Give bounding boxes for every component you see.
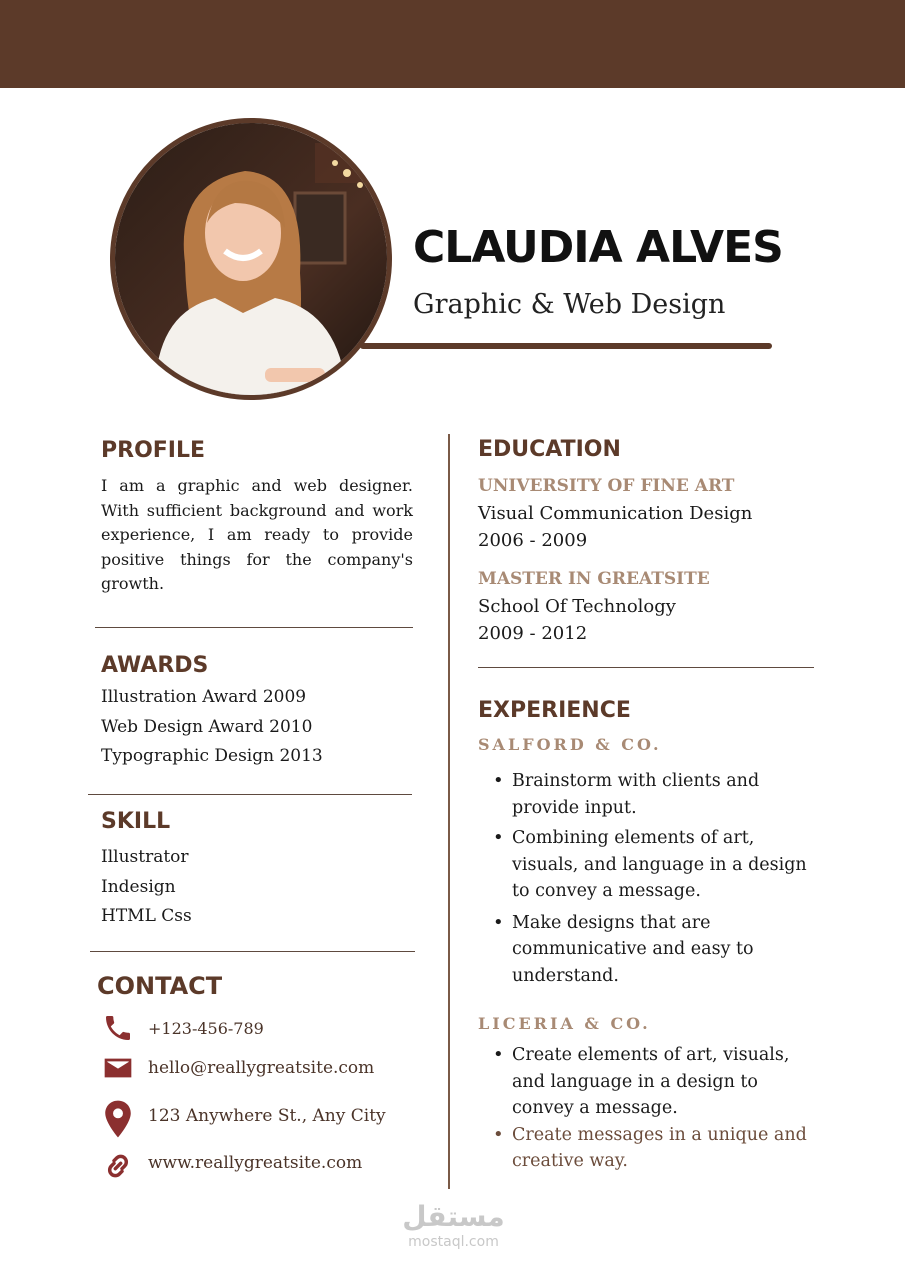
contact-website[interactable]: www.reallygreatsite.com: [148, 1153, 363, 1173]
job-bullets: [478, 1042, 808, 1175]
experience-heading: EXPERIENCE: [478, 698, 631, 723]
education-school: UNIVERSITY OF FINE ART: [478, 476, 735, 496]
skill-list: [101, 843, 192, 932]
job-bullet: • Create elements of art, visuals, and language in a design to convey a message.: [478, 1042, 808, 1122]
contact-address: 123 Anywhere St., Any City: [148, 1106, 386, 1126]
education-years: 2006 - 2009: [478, 530, 588, 551]
mail-icon: [102, 1052, 134, 1084]
education-heading: EDUCATION: [478, 437, 621, 462]
contact-heading: CONTACT: [97, 972, 223, 1000]
watermark: [396, 1200, 511, 1250]
award-item: Web Design Award 2010: [101, 716, 313, 737]
skill-heading: SKILL: [101, 809, 171, 834]
title-underline: [360, 343, 772, 349]
column-divider: [448, 434, 450, 1189]
phone-icon: [102, 1012, 134, 1044]
award-item: Typographic Design 2013: [101, 746, 323, 766]
education-school: MASTER IN GREATSITE: [478, 569, 710, 589]
profile-text: I am a graphic and web designer. With sufficient background and work experience, I am ready to provide positive things for the company's growth.: [101, 476, 413, 593]
job-bullet: • Create messages in a unique and creative way.: [478, 1122, 808, 1175]
watermark-latin: mostaql.com: [408, 1234, 499, 1250]
job-bullets: [478, 768, 808, 989]
divider: [88, 794, 412, 795]
job-company: LICERIA & CO.: [478, 1014, 651, 1033]
education-program: School Of Technology: [478, 596, 676, 617]
education-details: [478, 500, 752, 554]
divider: [95, 627, 413, 628]
location-pin-icon: [101, 1099, 135, 1139]
candidate-title: Graphic & Web Design: [413, 289, 726, 320]
watermark-arabic: مستقل: [402, 1200, 505, 1233]
skill-item: Indesign: [101, 876, 176, 897]
job-bullet: • Make designs that are communicative and easy to understand.: [478, 910, 808, 990]
divider: [478, 667, 814, 668]
profile-heading: PROFILE: [101, 438, 206, 463]
skill-item: HTML Css: [101, 906, 192, 926]
awards-heading: AWARDS: [101, 653, 209, 678]
awards-list: [101, 683, 323, 772]
education-years: 2009 - 2012: [478, 623, 588, 644]
skill-item: Illustrator: [101, 847, 189, 867]
contact-email[interactable]: hello@reallygreatsite.com: [148, 1058, 375, 1078]
job-bullet: • Combining elements of art, visuals, and language in a design to convey a message.: [478, 825, 808, 905]
education-details: [478, 593, 676, 647]
job-bullet: • Brainstorm with clients and provide input.: [478, 768, 808, 821]
header-band: [0, 0, 905, 88]
candidate-name: CLAUDIA ALVES: [413, 222, 783, 273]
job-company: SALFORD & CO.: [478, 735, 662, 754]
education-program: Visual Communication Design: [478, 503, 753, 524]
contact-phone[interactable]: +123-456-789: [148, 1019, 264, 1038]
profile-photo: [110, 118, 392, 400]
link-icon: [102, 1150, 134, 1182]
divider: [90, 951, 415, 952]
award-item: Illustration Award 2009: [101, 687, 307, 707]
